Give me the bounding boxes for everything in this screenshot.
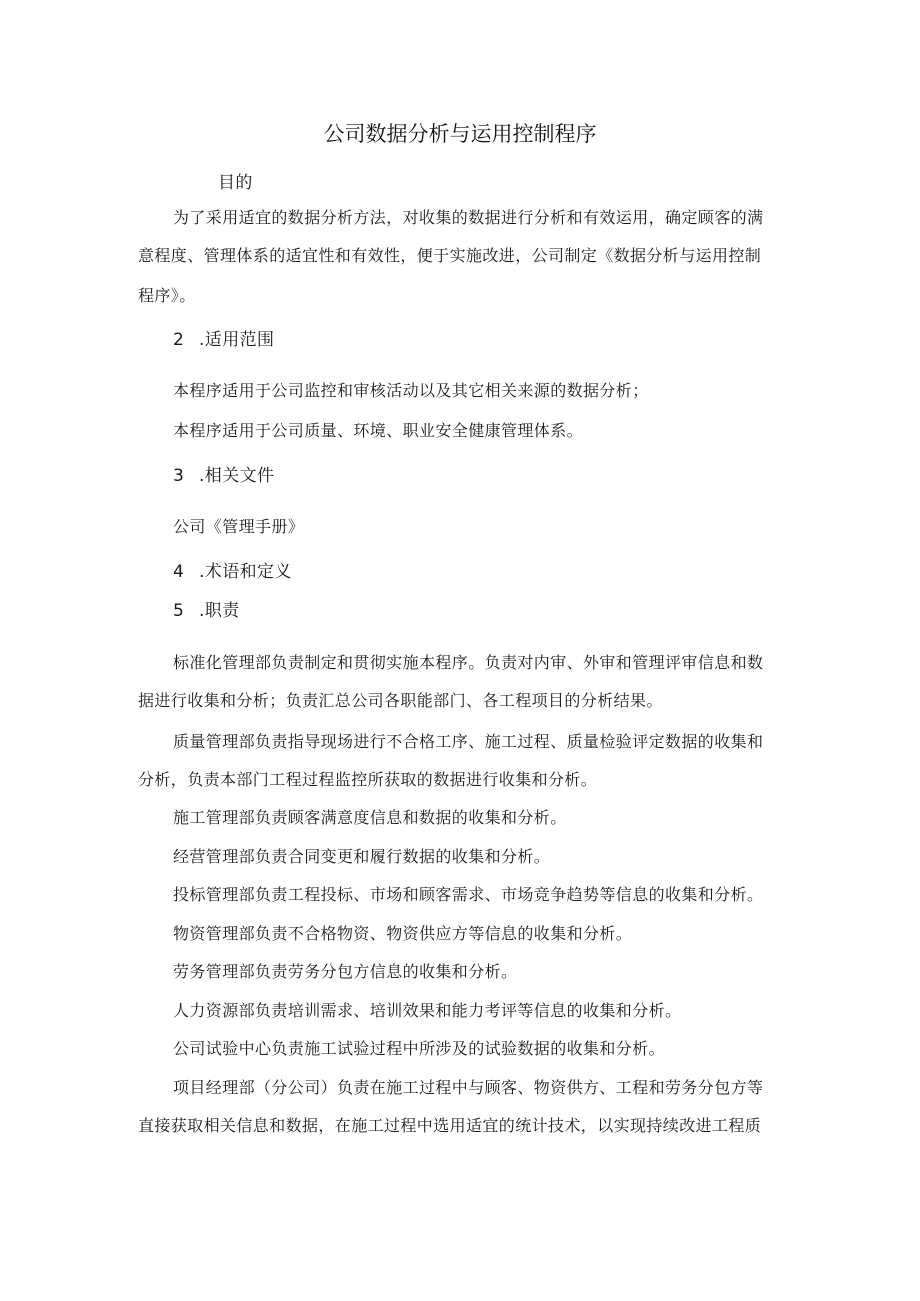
- section-number: 4: [173, 562, 185, 582]
- section-number: 2: [173, 330, 185, 350]
- section-title: .职责: [199, 601, 240, 621]
- paragraph-line: 公司试验中心负责施工试验过程中所涉及的试验数据的收集和分析。: [173, 1039, 666, 1058]
- section-title: .适用范围: [199, 330, 275, 350]
- section-title: .术语和定义: [199, 562, 292, 582]
- section-title: .相关文件: [199, 466, 275, 486]
- paragraph-line: 本程序适用于公司监控和审核活动以及其它相关来源的数据分析；: [173, 381, 649, 400]
- paragraph-line: 物资管理部负责不合格物资、物资供应方等信息的收集和分析。: [173, 924, 633, 943]
- section-heading-terms: [173, 561, 292, 583]
- section-heading-related-docs: [173, 465, 274, 487]
- section-heading-responsibilities: [173, 600, 240, 622]
- section-heading-scope: [173, 329, 274, 351]
- paragraph-line: 程序》。: [138, 286, 196, 305]
- paragraph-line: 公司《管理手册》: [173, 517, 305, 536]
- paragraph-line: 本程序适用于公司质量、环境、职业安全健康管理体系。: [173, 421, 584, 440]
- paragraph-line: 意程度、管理体系的适宜性和有效性，便于实施改进，公司制定《数据分析与运用控制: [138, 246, 762, 265]
- paragraph-line: 质量管理部负责指导现场进行不合格工序、施工过程、质量检验评定数据的收集和: [173, 732, 764, 751]
- paragraph-line: 施工管理部负责顾客满意度信息和数据的收集和分析。: [173, 808, 567, 827]
- paragraph-line: 投标管理部负责工程投标、市场和顾客需求、市场竞争趋势等信息的收集和分析。: [173, 885, 764, 904]
- section-heading-purpose: 目的: [218, 173, 253, 193]
- paragraph-line: 据进行收集和分析；负责汇总公司各职能部门、各工程项目的分析结果。: [138, 691, 663, 710]
- section-number: 5: [173, 601, 185, 621]
- paragraph-line: 为了采用适宜的数据分析方法，对收集的数据进行分析和有效运用，确定顾客的满: [173, 208, 764, 227]
- paragraph-line: 劳务管理部负责劳务分包方信息的收集和分析。: [173, 962, 518, 981]
- paragraph-line: 直接获取相关信息和数据，在施工过程中选用适宜的统计技术，以实现持续改进工程质: [138, 1116, 762, 1135]
- paragraph-line: 分析，负责本部门工程过程监控所获取的数据进行收集和分析。: [138, 770, 598, 789]
- paragraph-line: 经营管理部负责合同变更和履行数据的收集和分析。: [173, 847, 551, 866]
- section-number: 3: [173, 466, 185, 486]
- paragraph-line: 项目经理部（分公司）负责在施工过程中与顾客、物资供方、工程和劳务分包方等: [173, 1078, 764, 1097]
- document-title: 公司数据分析与运用控制程序: [323, 122, 597, 146]
- paragraph-line: 人力资源部负责培训需求、培训效果和能力考评等信息的收集和分析。: [173, 1001, 682, 1020]
- paragraph-line: 标准化管理部负责制定和贯彻实施本程序。负责对内审、外审和管理评审信息和数: [173, 653, 764, 672]
